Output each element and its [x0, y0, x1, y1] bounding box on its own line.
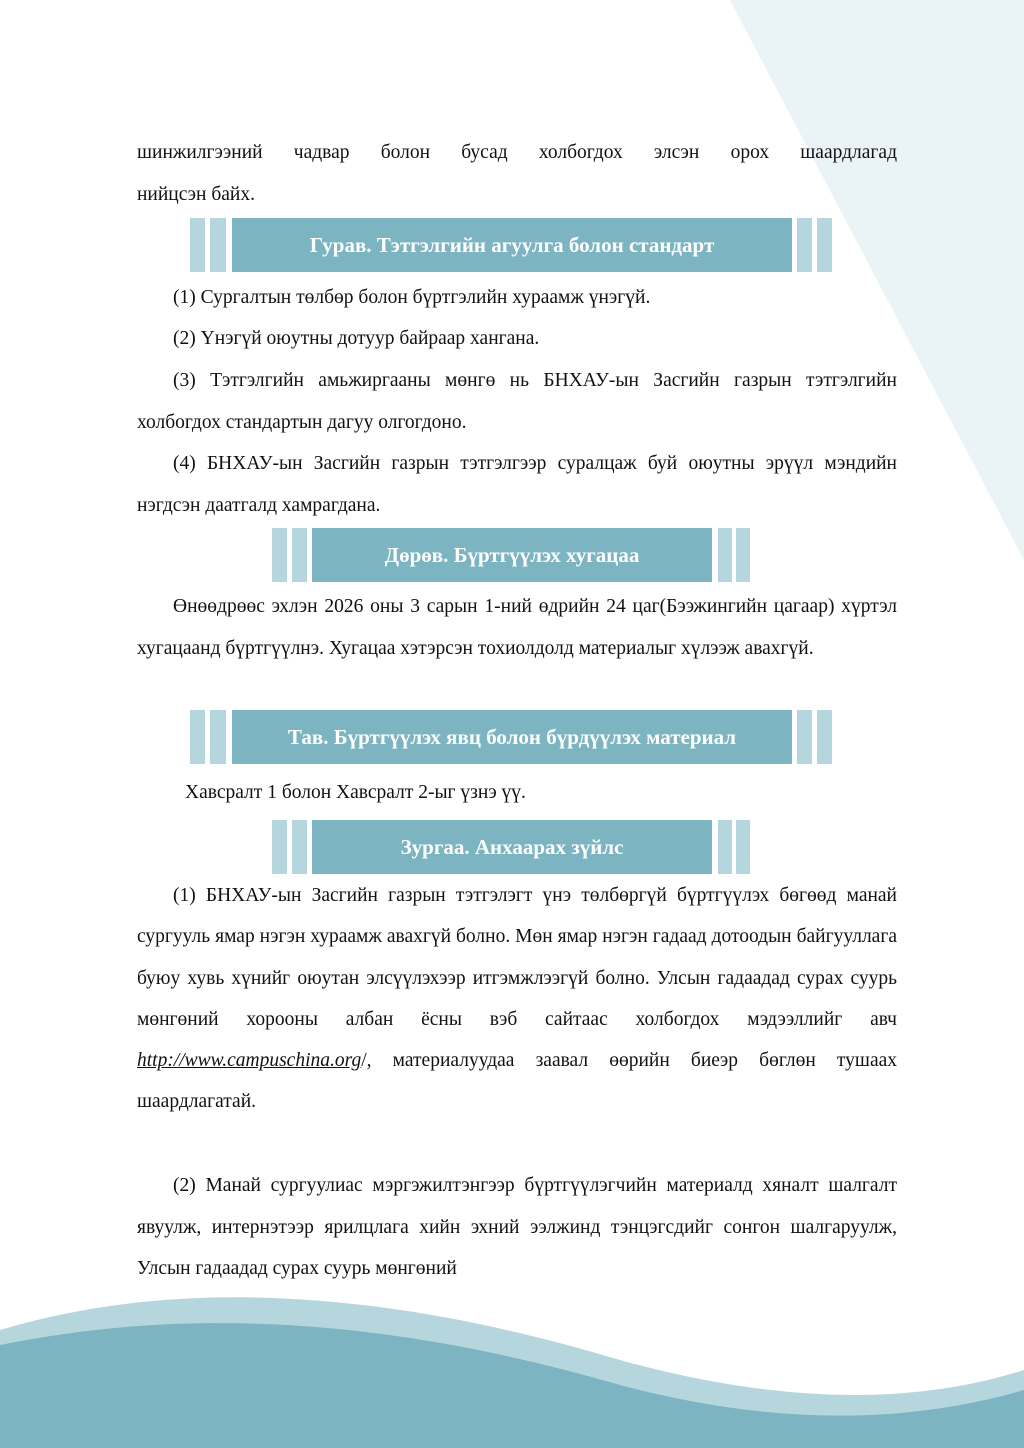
section-3-item: (3) Тэтгэлгийн амьжиргааны мөнгө нь БНХАУ-ын Засгийн газрын тэтгэлгийн холбогдох стандартын дагуу олгогдоно.	[137, 370, 897, 433]
section-5-text: Хавсралт 1 болон Хавсралт 2-ыг үзнэ үү.	[185, 782, 526, 803]
intro-paragraph: шинжилгээний чадвар болон бусад холбогдох элсэн орох шаардлагад нийцсэн байх.	[137, 142, 897, 205]
section-3-item: (4) БНХАУ-ын Засгийн газрын тэтгэлгээр суралцаж буй оюутны эрүүл мэндийн нэгдсэн даатгалд хамрагдана.	[137, 453, 897, 516]
section-4-text: Өнөөдрөөс эхлэн 2026 оны 3 сарын 1-ний өдрийн 24 цаг(Бээжингийн цагаар) хүртэл хугацаанд бүртгүүлнэ. Хугацаа хэтэрсэн тохиолдолд материалыг хүлээж авахгүй.	[137, 596, 897, 659]
section-3-title: Гурав. Тэтгэлгийн агуулга болон стандарт	[232, 218, 792, 272]
section-3-banner	[190, 218, 832, 272]
section-4-title: Дөрөв. Бүртгүүлэх хугацаа	[312, 528, 712, 582]
section-3-item: (2) Үнэгүй оюутны дотуур байраар хангана.	[173, 328, 540, 349]
section-5-title: Тав. Бүртгүүлэх явц болон бүрдүүлэх материал	[232, 710, 792, 764]
section-6-title: Зургаа. Анхаарах зүйлс	[312, 820, 712, 874]
section-6-item-2: (2) Манай сургуулиас мэргэжилтэнгээр бүртгүүлэгчийн материалд хяналт шалгалт явуулж, интернэтээр ярилцлага хийн эхний ээлжинд тэнцэгсдийг сонгон шалгаруулж, Улсын гадаадад сурах суурь мөнгөний	[137, 1175, 897, 1279]
section-5-banner	[190, 710, 832, 764]
section-3-item: (1) Сургалтын төлбөр болон бүртгэлийн хураамж үнэгүй.	[173, 287, 651, 308]
section-4-banner	[272, 528, 750, 582]
section-6-banner	[272, 820, 750, 874]
campuschina-link[interactable]: http://www.campuschina.org	[137, 1050, 362, 1072]
section-6-item-1: (1) БНХАУ-ын Засгийн газрын тэтгэлэгт үнэ төлбөргүй бүртгүүлэх бөгөөд манай сургууль ямар нэгэн хураамж авахгүй болно. Мөн ямар нэгэн гадаад дотоодын байгууллага буюу хувь хүнийг оюутан элсүүлэхээр итгэмжлээгүй болно. Улсын гадаадад сурах суурь мөнгөний хорооны албан ёсны вэб сайтаас холбогдох мэдээллийг авч http://www.campuschina.org/, материалуудаа заавал өөрийн биеэр бөглөн тушаах шаардлагатай.	[137, 885, 897, 1113]
